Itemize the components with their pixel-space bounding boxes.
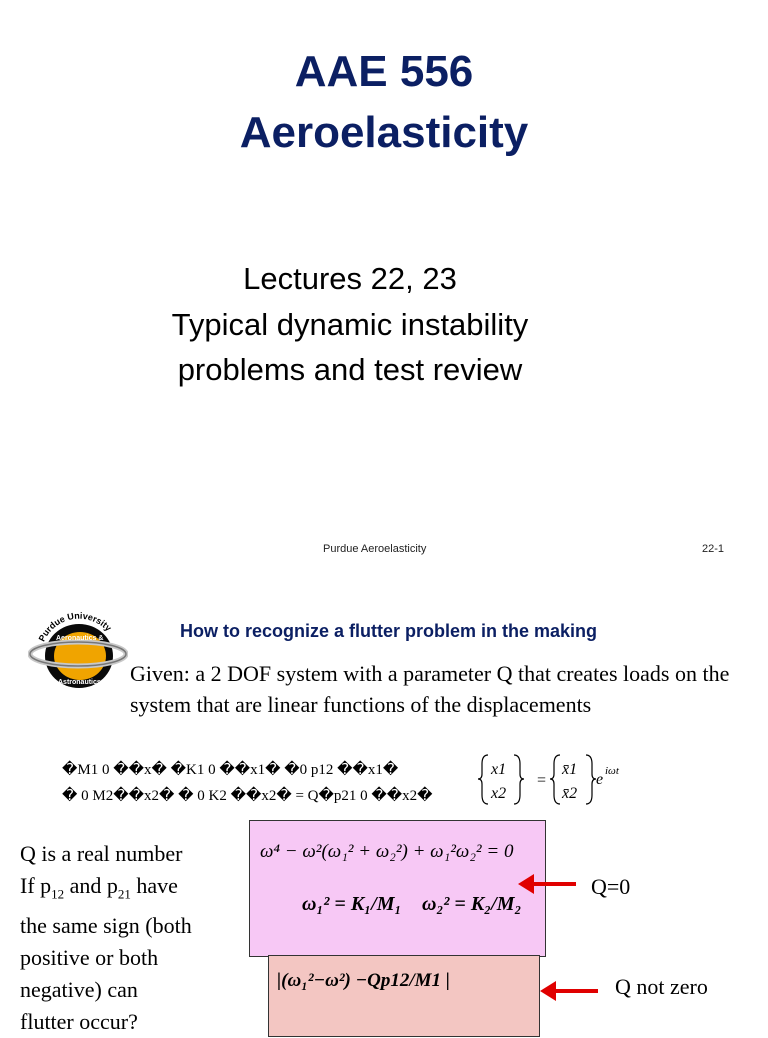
slide-2-heading: How to recognize a flutter problem in the making <box>180 621 598 641</box>
logo-text-top: Purdue University <box>36 610 114 644</box>
question-text <box>20 838 240 1038</box>
vec-left-bottom: x2 <box>491 785 507 802</box>
logo-text-mid: Aeronautics & <box>56 635 104 642</box>
arrow-left-icon <box>518 873 578 895</box>
question-line-5: negative) can <box>20 977 138 1003</box>
determinant-equation-box <box>268 955 540 1037</box>
arrow-left-icon <box>540 980 600 1002</box>
slide-title-line-2: Aeroelasticity <box>239 108 529 157</box>
given-text: Given: a 2 DOF system with a parameter Q that creates loads on the system that are linear functions of the displacements <box>130 661 730 717</box>
determinant-equation: |(ω₁²−ω²) −Qp12/M1 | <box>277 970 450 991</box>
question-line-4: positive or both <box>20 945 159 971</box>
omega1-definition: ω₁² = K₁/M₁ <box>302 893 402 915</box>
question-line-6: flutter occur? <box>20 1009 138 1035</box>
svg-text:e: e <box>596 771 604 788</box>
matrix-equation-top: �M1 0 ��x� �K1 0 ��x1� �0 p12 ��x1� <box>62 762 399 778</box>
subtitle-line-1: Lectures 22, 23 <box>243 261 457 296</box>
vec-right-top: x̄1 <box>562 761 578 778</box>
footer-page-number: 22-1 <box>702 543 725 555</box>
omega2-definition: ω₂² = K₂/M₂ <box>422 893 522 915</box>
vector-equation-graphic <box>478 752 628 807</box>
matrix-equation-bottom: � 0 M2��x2� � 0 K2 ��x2� = Q�p21 0 ��x2� <box>62 788 433 804</box>
question-line-2: If $p_{12}$ and $p_{21}$ have <box>20 873 178 902</box>
arrow-q-not-zero <box>540 980 600 1002</box>
vec-left-top: x1 <box>491 761 507 778</box>
vector-equation <box>478 752 628 807</box>
purdue-logo <box>28 598 128 694</box>
question-line-1: Q is a real number <box>20 841 183 866</box>
purdue-logo-icon <box>28 598 128 694</box>
arrow-q-zero <box>518 873 578 895</box>
logo-text-bottom: Astronautics <box>58 679 101 686</box>
slide-title-line-1: AAE 556 <box>294 47 474 96</box>
characteristic-equation-box <box>249 820 546 957</box>
footer-course: Purdue Aeroelasticity <box>323 543 427 555</box>
label-q-zero: Q=0 <box>591 874 631 899</box>
subtitle-line-2: Typical dynamic instability <box>171 307 529 342</box>
characteristic-equation: ω⁴ − ω²(ω₁² + ω₂²) + ω₁²ω₂² = 0 <box>260 841 514 862</box>
vec-exponent: iωt <box>605 765 619 777</box>
vec-right-bottom: x̄2 <box>562 785 578 802</box>
svg-text:=: = <box>537 772 547 789</box>
subtitle-line-3: problems and test review <box>177 352 523 387</box>
label-q-not-zero: Q not zero <box>615 974 708 999</box>
question-line-3: the same sign (both <box>20 913 192 939</box>
